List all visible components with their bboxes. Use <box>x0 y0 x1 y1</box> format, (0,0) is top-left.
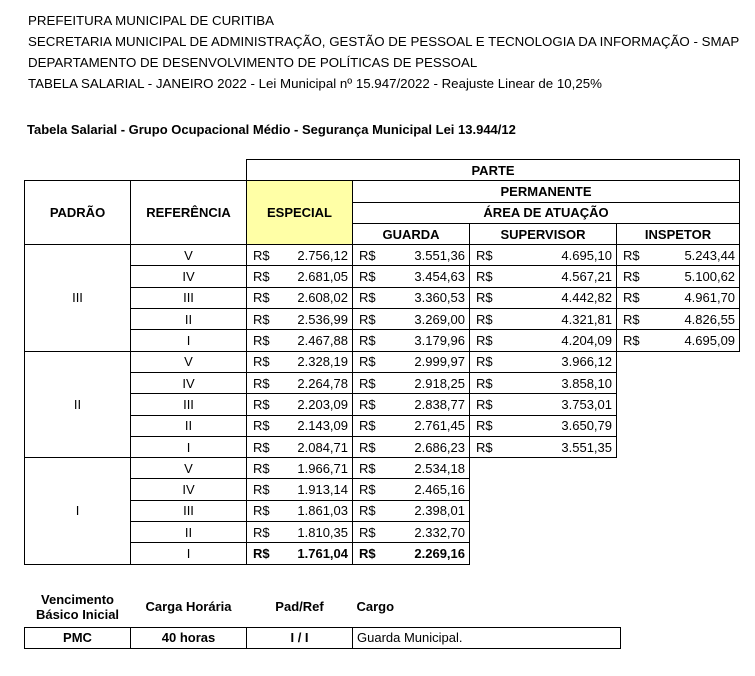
supervisor-value: 4.321,81 <box>561 311 612 327</box>
especial-cell <box>247 245 353 266</box>
table-row <box>25 543 740 564</box>
guarda-value: 3.454,63 <box>414 269 465 285</box>
referencia-cell: V <box>131 245 247 266</box>
guarda-value: 3.360,53 <box>414 290 465 306</box>
currency-symbol: R$ <box>253 247 270 263</box>
header-inspetor: INSPETOR <box>617 223 740 244</box>
especial-cell <box>247 309 353 330</box>
guarda-cell <box>353 479 470 500</box>
especial-cell <box>247 436 353 457</box>
supervisor-cell <box>470 287 617 308</box>
referencia-cell: I <box>131 330 247 351</box>
inspetor-value: 5.100,62 <box>684 269 736 285</box>
guarda-cell <box>353 500 470 521</box>
inspetor-cell <box>617 287 740 308</box>
header-especial: ESPECIAL <box>247 181 353 245</box>
currency-symbol: R$ <box>476 418 493 434</box>
referencia-cell: II <box>131 522 247 543</box>
guarda-value: 2.686,23 <box>414 439 465 455</box>
currency-symbol: R$ <box>253 311 270 327</box>
summary-vencimento: PMC <box>25 627 131 648</box>
supervisor-value: 4.695,10 <box>561 247 612 263</box>
especial-cell <box>247 372 353 393</box>
inspetor-value: 4.695,09 <box>684 333 736 349</box>
currency-symbol: R$ <box>253 418 270 434</box>
currency-symbol: R$ <box>359 269 376 285</box>
supervisor-value: 3.650,79 <box>561 418 612 434</box>
currency-symbol: R$ <box>359 375 376 391</box>
currency-symbol: R$ <box>253 439 270 455</box>
currency-symbol: R$ <box>476 354 493 370</box>
summary-header-vencimento-line2: Básico Inicial <box>35 606 120 622</box>
table-row <box>25 309 740 330</box>
currency-symbol: R$ <box>623 333 640 349</box>
currency-symbol: R$ <box>253 269 270 285</box>
especial-value: 2.536,99 <box>297 311 348 327</box>
currency-symbol: R$ <box>359 418 376 434</box>
currency-symbol: R$ <box>476 375 493 391</box>
currency-symbol: R$ <box>253 524 270 540</box>
especial-cell <box>247 351 353 372</box>
summary-header-vencimento <box>25 587 131 627</box>
especial-value: 2.264,78 <box>297 375 348 391</box>
guarda-cell <box>353 522 470 543</box>
currency-symbol: R$ <box>253 503 270 519</box>
currency-symbol: R$ <box>253 545 270 561</box>
document-header <box>28 10 739 94</box>
guarda-cell <box>353 543 470 564</box>
summary-cargo: Guarda Municipal. <box>353 627 621 648</box>
header-padrao: PADRÃO <box>25 181 131 245</box>
referencia-cell: II <box>131 415 247 436</box>
table-row <box>25 245 740 266</box>
guarda-cell <box>353 394 470 415</box>
especial-cell <box>247 266 353 287</box>
guarda-value: 2.269,16 <box>414 545 465 561</box>
guarda-value: 2.534,18 <box>414 460 465 476</box>
summary-header-vencimento-line1: Vencimento <box>41 591 114 607</box>
currency-symbol: R$ <box>359 290 376 306</box>
table-row <box>25 458 740 479</box>
currency-symbol: R$ <box>623 311 640 327</box>
table-row <box>25 522 740 543</box>
padrao-cell: II <box>25 351 131 457</box>
header-line-departamento: DEPARTAMENTO DE DESENVOLVIMENTO DE POLÍTICAS DE PESSOAL <box>28 55 478 70</box>
supervisor-cell <box>470 394 617 415</box>
guarda-value: 2.838,77 <box>414 396 465 412</box>
summary-carga: 40 horas <box>131 627 247 648</box>
guarda-cell <box>353 330 470 351</box>
guarda-cell <box>353 458 470 479</box>
guarda-cell <box>353 245 470 266</box>
guarda-cell <box>353 351 470 372</box>
salary-table <box>24 159 740 565</box>
guarda-value: 2.999,97 <box>414 354 465 370</box>
guarda-value: 2.918,25 <box>414 375 465 391</box>
supervisor-cell <box>470 309 617 330</box>
referencia-cell: III <box>131 500 247 521</box>
referencia-cell: II <box>131 309 247 330</box>
especial-cell <box>247 287 353 308</box>
currency-symbol: R$ <box>359 460 376 476</box>
guarda-cell <box>353 415 470 436</box>
currency-symbol: R$ <box>359 396 376 412</box>
especial-value: 2.084,71 <box>297 439 348 455</box>
currency-symbol: R$ <box>253 333 270 349</box>
supervisor-cell <box>470 330 617 351</box>
currency-symbol: R$ <box>359 311 376 327</box>
padrao-cell: III <box>25 245 131 351</box>
table-row <box>25 500 740 521</box>
currency-symbol: R$ <box>476 333 493 349</box>
especial-value: 2.467,88 <box>297 333 348 349</box>
inspetor-value: 5.243,44 <box>684 247 736 263</box>
currency-symbol: R$ <box>476 269 493 285</box>
currency-symbol: R$ <box>253 482 270 498</box>
especial-cell <box>247 415 353 436</box>
currency-symbol: R$ <box>359 439 376 455</box>
especial-value: 1.810,35 <box>297 524 348 540</box>
especial-cell <box>247 458 353 479</box>
especial-value: 2.756,12 <box>297 247 348 263</box>
inspetor-cell <box>617 309 740 330</box>
guarda-value: 2.761,45 <box>414 418 465 434</box>
especial-value: 2.681,05 <box>297 269 348 285</box>
currency-symbol: R$ <box>253 354 270 370</box>
currency-symbol: R$ <box>476 396 493 412</box>
header-area-atuacao: ÁREA DE ATUAÇÃO <box>353 202 740 223</box>
supervisor-value: 3.551,35 <box>561 439 612 455</box>
currency-symbol: R$ <box>476 439 493 455</box>
currency-symbol: R$ <box>253 290 270 306</box>
supervisor-cell <box>470 415 617 436</box>
header-permanente: PERMANENTE <box>353 181 740 202</box>
summary-padref: I / I <box>247 627 353 648</box>
currency-symbol: R$ <box>253 460 270 476</box>
especial-value: 2.328,19 <box>297 354 348 370</box>
currency-symbol: R$ <box>359 524 376 540</box>
currency-symbol: R$ <box>253 396 270 412</box>
supervisor-value: 3.753,01 <box>561 396 612 412</box>
summary-table <box>24 587 621 649</box>
currency-symbol: R$ <box>623 247 640 263</box>
supervisor-value: 3.966,12 <box>561 354 612 370</box>
guarda-value: 2.398,01 <box>414 503 465 519</box>
table-row <box>25 415 740 436</box>
header-line-secretaria: SECRETARIA MUNICIPAL DE ADMINISTRAÇÃO, GESTÃO DE PESSOAL E TECNOLOGIA DA INFORMAÇÃO - SMAP <box>28 34 740 49</box>
table-row <box>25 266 740 287</box>
padrao-cell: I <box>25 458 131 564</box>
currency-symbol: R$ <box>359 482 376 498</box>
guarda-value: 3.269,00 <box>414 311 465 327</box>
guarda-value: 3.179,96 <box>414 333 465 349</box>
header-supervisor: SUPERVISOR <box>470 223 617 244</box>
especial-cell <box>247 522 353 543</box>
table-subtitle: Tabela Salarial - Grupo Ocupacional Médio - Segurança Municipal Lei 13.944/12 <box>27 122 516 137</box>
table-row <box>25 479 740 500</box>
table-row <box>25 394 740 415</box>
supervisor-cell <box>470 245 617 266</box>
supervisor-value: 4.567,21 <box>561 269 612 285</box>
especial-value: 1.761,04 <box>297 545 348 561</box>
inspetor-value: 4.826,55 <box>684 311 736 327</box>
currency-symbol: R$ <box>359 545 376 561</box>
referencia-cell: IV <box>131 479 247 500</box>
supervisor-value: 4.204,09 <box>561 333 612 349</box>
referencia-cell: I <box>131 543 247 564</box>
especial-cell <box>247 479 353 500</box>
currency-symbol: R$ <box>359 354 376 370</box>
table-row <box>25 436 740 457</box>
currency-symbol: R$ <box>359 333 376 349</box>
especial-value: 1.913,14 <box>297 482 348 498</box>
inspetor-value: 4.961,70 <box>684 290 736 306</box>
currency-symbol: R$ <box>623 290 640 306</box>
supervisor-cell <box>470 436 617 457</box>
referencia-cell: IV <box>131 372 247 393</box>
referencia-cell: IV <box>131 266 247 287</box>
guarda-value: 3.551,36 <box>414 247 465 263</box>
currency-symbol: R$ <box>253 375 270 391</box>
guarda-cell <box>353 372 470 393</box>
especial-value: 2.203,09 <box>297 396 348 412</box>
supervisor-value: 4.442,82 <box>561 290 612 306</box>
referencia-cell: III <box>131 394 247 415</box>
especial-cell <box>247 330 353 351</box>
referencia-cell: III <box>131 287 247 308</box>
table-row <box>25 372 740 393</box>
summary-header-cargo: Cargo <box>356 599 395 615</box>
especial-value: 2.143,09 <box>297 418 348 434</box>
summary-header-carga: Carga Horária <box>145 599 232 615</box>
currency-symbol: R$ <box>623 269 640 285</box>
guarda-cell <box>353 309 470 330</box>
referencia-cell: V <box>131 458 247 479</box>
guarda-cell <box>353 266 470 287</box>
supervisor-cell <box>470 266 617 287</box>
especial-value: 1.966,71 <box>297 460 348 476</box>
referencia-cell: V <box>131 351 247 372</box>
especial-value: 2.608,02 <box>297 290 348 306</box>
supervisor-cell <box>470 351 617 372</box>
especial-value: 1.861,03 <box>297 503 348 519</box>
header-guarda: GUARDA <box>353 223 470 244</box>
table-row <box>25 330 740 351</box>
inspetor-cell <box>617 330 740 351</box>
currency-symbol: R$ <box>476 290 493 306</box>
summary-header-padref: Pad/Ref <box>275 599 324 615</box>
supervisor-value: 3.858,10 <box>561 375 612 391</box>
guarda-value: 2.465,16 <box>414 482 465 498</box>
especial-cell <box>247 543 353 564</box>
inspetor-cell <box>617 266 740 287</box>
header-line-prefeitura: PREFEITURA MUNICIPAL DE CURITIBA <box>28 13 275 28</box>
currency-symbol: R$ <box>359 503 376 519</box>
guarda-cell <box>353 436 470 457</box>
header-line-tabela: TABELA SALARIAL - JANEIRO 2022 - Lei Municipal nº 15.947/2022 - Reajuste Linear de 10,25% <box>28 76 602 91</box>
guarda-cell <box>353 287 470 308</box>
table-row <box>25 287 740 308</box>
referencia-cell: I <box>131 436 247 457</box>
header-referencia: REFERÊNCIA <box>131 181 247 245</box>
inspetor-cell <box>617 245 740 266</box>
currency-symbol: R$ <box>476 311 493 327</box>
header-parte: PARTE <box>247 160 740 181</box>
especial-cell <box>247 394 353 415</box>
currency-symbol: R$ <box>359 247 376 263</box>
currency-symbol: R$ <box>476 247 493 263</box>
especial-cell <box>247 500 353 521</box>
supervisor-cell <box>470 372 617 393</box>
table-row <box>25 351 740 372</box>
guarda-value: 2.332,70 <box>414 524 465 540</box>
